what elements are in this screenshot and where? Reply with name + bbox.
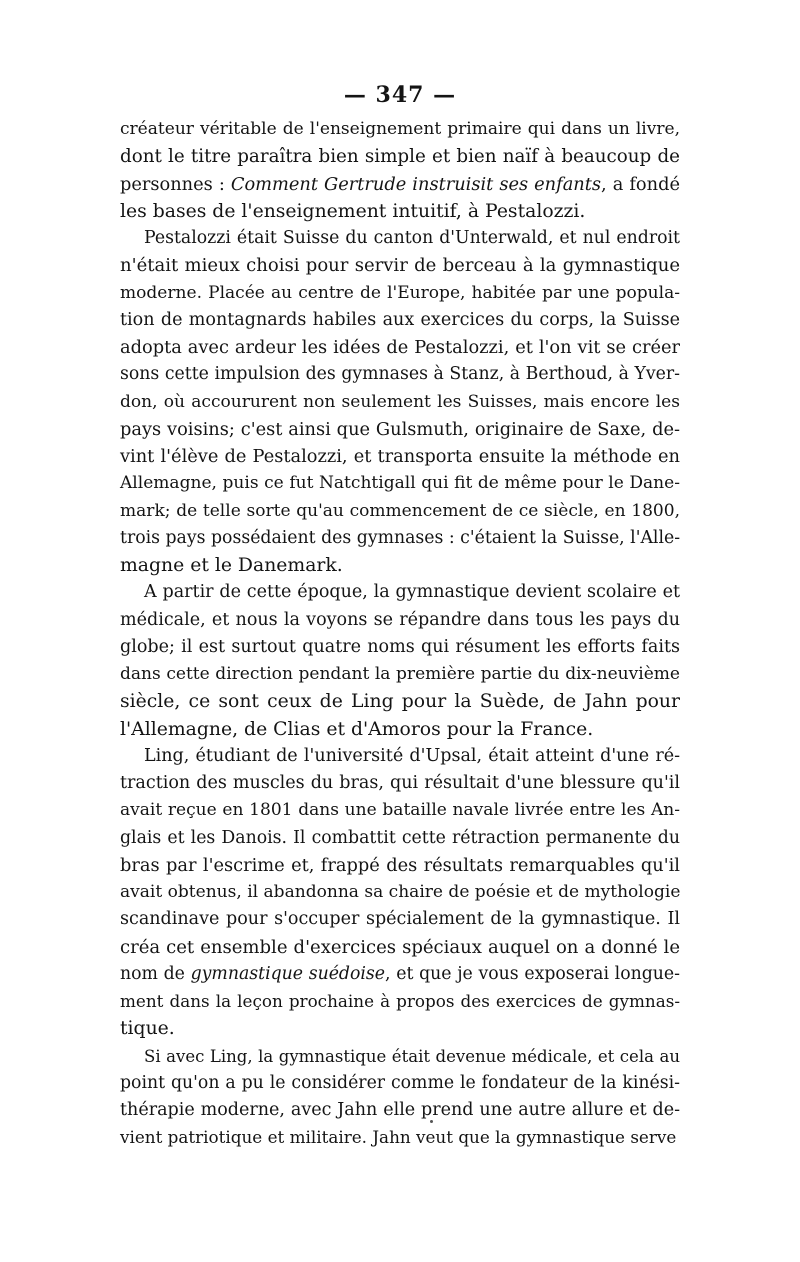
text-line: créateur véritable de l'enseignement primaire qui dans un livre, bbox=[120, 119, 680, 139]
text-line: personnes : Comment Gertrude instruisit ses enfants, a fondé bbox=[120, 173, 680, 195]
text-line: bras par l'escrime et, frappé des résultats remarquables qu'il bbox=[120, 854, 680, 876]
paragraph bbox=[120, 225, 680, 579]
text-line: n'était mieux choisi pour servir de berceau à la gymnastique bbox=[120, 255, 680, 277]
text-line: moderne. Placée au centre de l'Europe, habitée par une popula- bbox=[120, 282, 680, 303]
text-line: traction des muscles du bras, qui résultait d'une blessure qu'il bbox=[120, 773, 680, 793]
text-line: thérapie moderne, avec Jahn elle prend une autre allure et de- bbox=[120, 1100, 680, 1120]
paragraph bbox=[120, 1043, 680, 1152]
text-line: ment dans la leçon prochaine à propos des exercices de gymnas- bbox=[120, 991, 680, 1011]
ink-speck bbox=[430, 1120, 433, 1123]
text-line: Pestalozzi était Suisse du canton d'Unterwald, et nul endroit bbox=[144, 228, 680, 248]
paragraph bbox=[120, 579, 680, 743]
text-line: les bases de l'enseignement intuitif, à Pestalozzi. bbox=[120, 200, 586, 222]
text-line: tique. bbox=[120, 1018, 175, 1040]
text-line: Allemagne, puis ce fut Natchtigall qui fit de même pour le Dane- bbox=[120, 473, 680, 494]
paragraph bbox=[120, 743, 680, 1043]
text-line: vient patriotique et militaire. Jahn veut que la gymnastique serve bbox=[120, 1127, 677, 1148]
text-line: dont le titre paraîtra bien simple et bien naïf à beaucoup de bbox=[120, 146, 680, 168]
text-line: pays voisins; c'est ainsi que Gulsmuth, originaire de Saxe, de- bbox=[120, 418, 680, 440]
text-line: magne et le Danemark. bbox=[120, 555, 343, 576]
text-line: glais et les Danois. Il combattit cette rétraction permanente du bbox=[120, 827, 680, 848]
text-line: don, où accoururent non seulement les Suisses, mais encore les bbox=[120, 391, 680, 412]
text-line: médicale, et nous la voyons se répandre dans tous les pays du bbox=[120, 609, 680, 630]
text-line: sons cette impulsion des gymnases à Stanz, à Berthoud, à Yver- bbox=[120, 364, 680, 385]
page-number: — 347 — bbox=[343, 82, 457, 108]
text-line: siècle, ce sont ceux de Ling pour la Suède, de Jahn pour bbox=[120, 691, 680, 713]
text-line: tion de montagnards habiles aux exercices du corps, la Suisse bbox=[120, 309, 680, 330]
text-line: point qu'on a pu le considérer comme le fondateur de la kinési- bbox=[120, 1072, 680, 1093]
text-line: nom de gymnastique suédoise, et que je vous exposerai longue- bbox=[120, 963, 680, 984]
text-line: scandinave pour s'occuper spécialement de la gymnastique. Il bbox=[120, 909, 680, 930]
text-line: avait reçue en 1801 dans une bataille navale livrée entre les An- bbox=[120, 800, 680, 821]
text-line: globe; il est surtout quatre noms qui résument les efforts faits bbox=[120, 636, 680, 657]
text-line: Ling, étudiant de l'université d'Upsal, était atteint d'une ré- bbox=[144, 745, 680, 766]
text-line: trois pays possédaient des gymnases : c'étaient la Suisse, l'Alle- bbox=[120, 527, 681, 548]
text-line: créa cet ensemble d'exercices spéciaux auquel on a donné le bbox=[120, 936, 680, 958]
body-text bbox=[120, 116, 680, 1152]
text-line: mark; de telle sorte qu'au commencement de ce siècle, en 1800, bbox=[120, 500, 680, 521]
text-line: vint l'élève de Pestalozzi, et transporta ensuite la méthode en bbox=[120, 446, 680, 467]
text-line: A partir de cette époque, la gymnastique devient scolaire et bbox=[144, 582, 680, 603]
text-line: adopta avec ardeur les idées de Pestalozzi, et l'on vit se créer bbox=[120, 337, 680, 358]
text-line: dans cette direction pendant la première partie du dix-neuvième bbox=[120, 664, 680, 684]
text-line: avait obtenus, il abandonna sa chaire de poésie et de mythologie bbox=[120, 882, 681, 902]
paragraph bbox=[120, 116, 680, 225]
text-line: Si avec Ling, la gymnastique était devenue médicale, et cela au bbox=[144, 1046, 680, 1066]
text-line: l'Allemagne, de Clias et d'Amoros pour la France. bbox=[120, 718, 594, 740]
